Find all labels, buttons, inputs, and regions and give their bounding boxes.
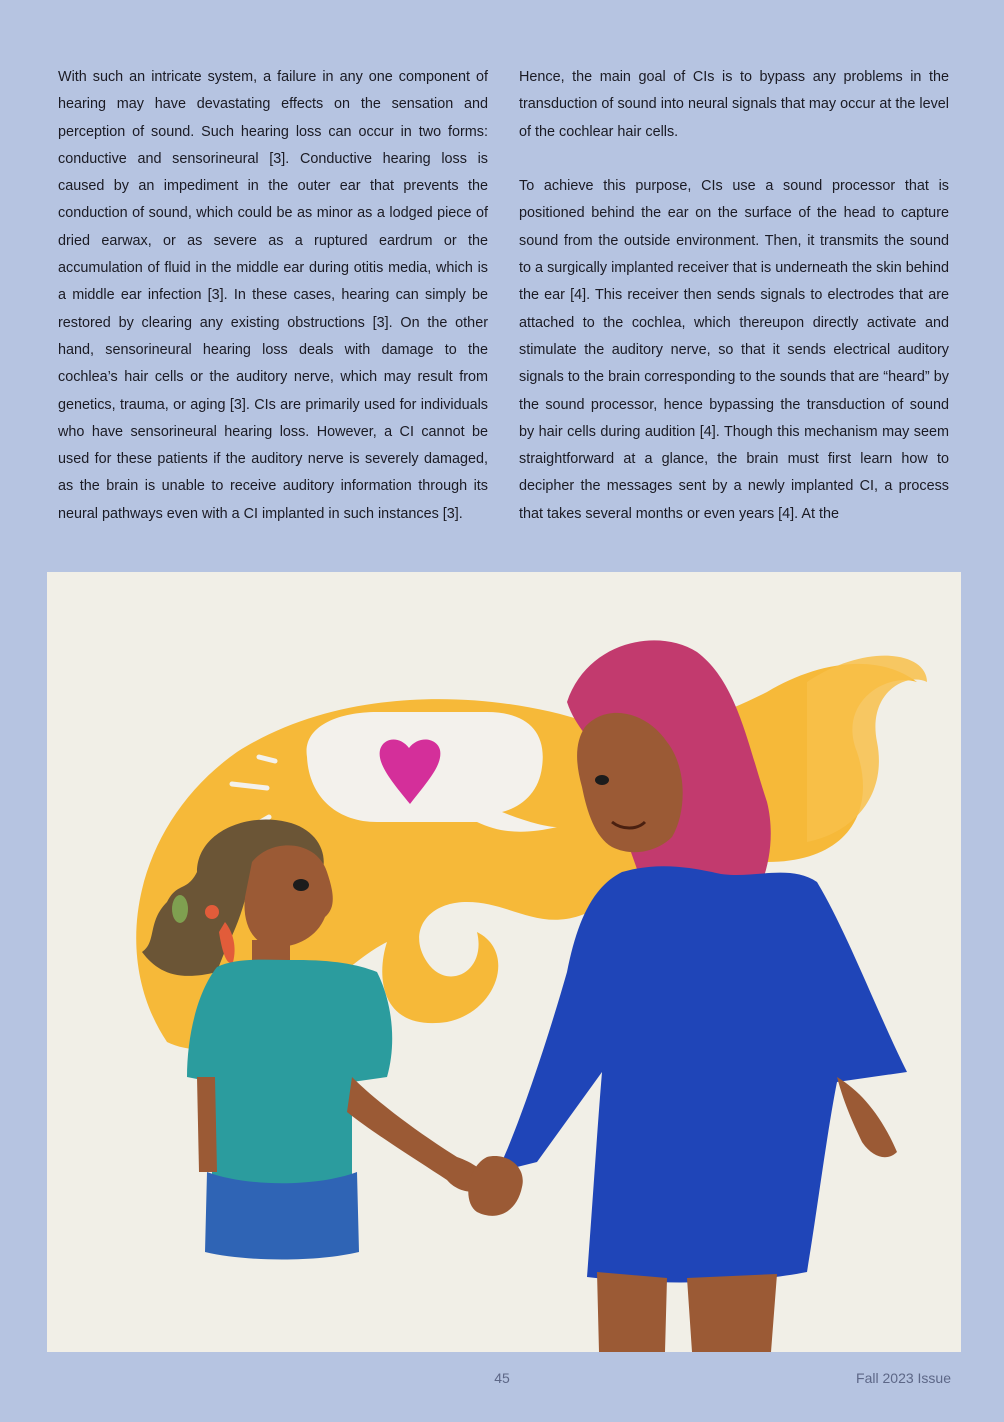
child-eye — [293, 879, 309, 891]
woman-eye — [595, 775, 609, 785]
article-illustration — [47, 572, 961, 1352]
article-column-left — [58, 64, 488, 528]
child-hair-tie — [172, 895, 188, 923]
page-number: 45 — [494, 1370, 510, 1386]
issue-label: Fall 2023 Issue — [856, 1370, 951, 1386]
illustration-drawing — [47, 572, 961, 1352]
child-shorts — [205, 1172, 359, 1260]
body-paragraph: With such an intricate system, a failure in any one component of hearing may have devastating effects on the sensation and perception of sound. Such hearing loss can occur in two forms: conductive and sensorineural [3]. Conductive hearing loss is caused by an impediment in the outer ear that prevents the conduction of sound, which could be as minor as a lodged piece of dried earwax, or as severe as a ruptured eardrum or the accumulation of fluid in the middle ear during otitis media, which is a middle ear infection [3]. In these cases, hearing can simply be restored by clearing any existing obstructions [3]. On the other hand, sensorineural hearing loss deals with damage to the cochlea’s hair cells or the auditory nerve, which may result from genetics, trauma, or aging [3]. CIs are primarily used for individuals who have sensorineural hearing loss. However, a CI cannot be used for these patients if the auditory nerve is severely damaged, as the brain is unable to receive auditory information through its neural pathways even with a CI implanted in such instances [3]. — [58, 69, 488, 522]
body-paragraph: To achieve this purpose, CIs use a sound processor that is positioned behind the ear on the surface of the head to capture sound from the outside environment. Then, it transmits the sound to a surgically implanted receiver that is underneath the skin behind the ear [4]. This receiver then sends signals to electrodes that are attached to the cochlea, which thereupon directly activate and stimulate the auditory nerve, so that it sends electrical auditory signals to the brain corresponding to the sounds that are “heard” by the sound processor, hence bypassing the transduction of sound by hair cells during audition [4]. Though this mechanism may seem straightforward at a glance, the brain must first learn how to decipher the messages sent by a newly implanted CI, a process that takes several months or even years [4]. At the — [519, 178, 949, 522]
body-paragraph: Hence, the main goal of CIs is to bypass any problems in the transduction of sound into neural signals that may occur at the level of the cochlear hair cells. — [519, 69, 949, 140]
child-arm-left — [197, 1077, 217, 1172]
article-column-right — [519, 64, 949, 528]
